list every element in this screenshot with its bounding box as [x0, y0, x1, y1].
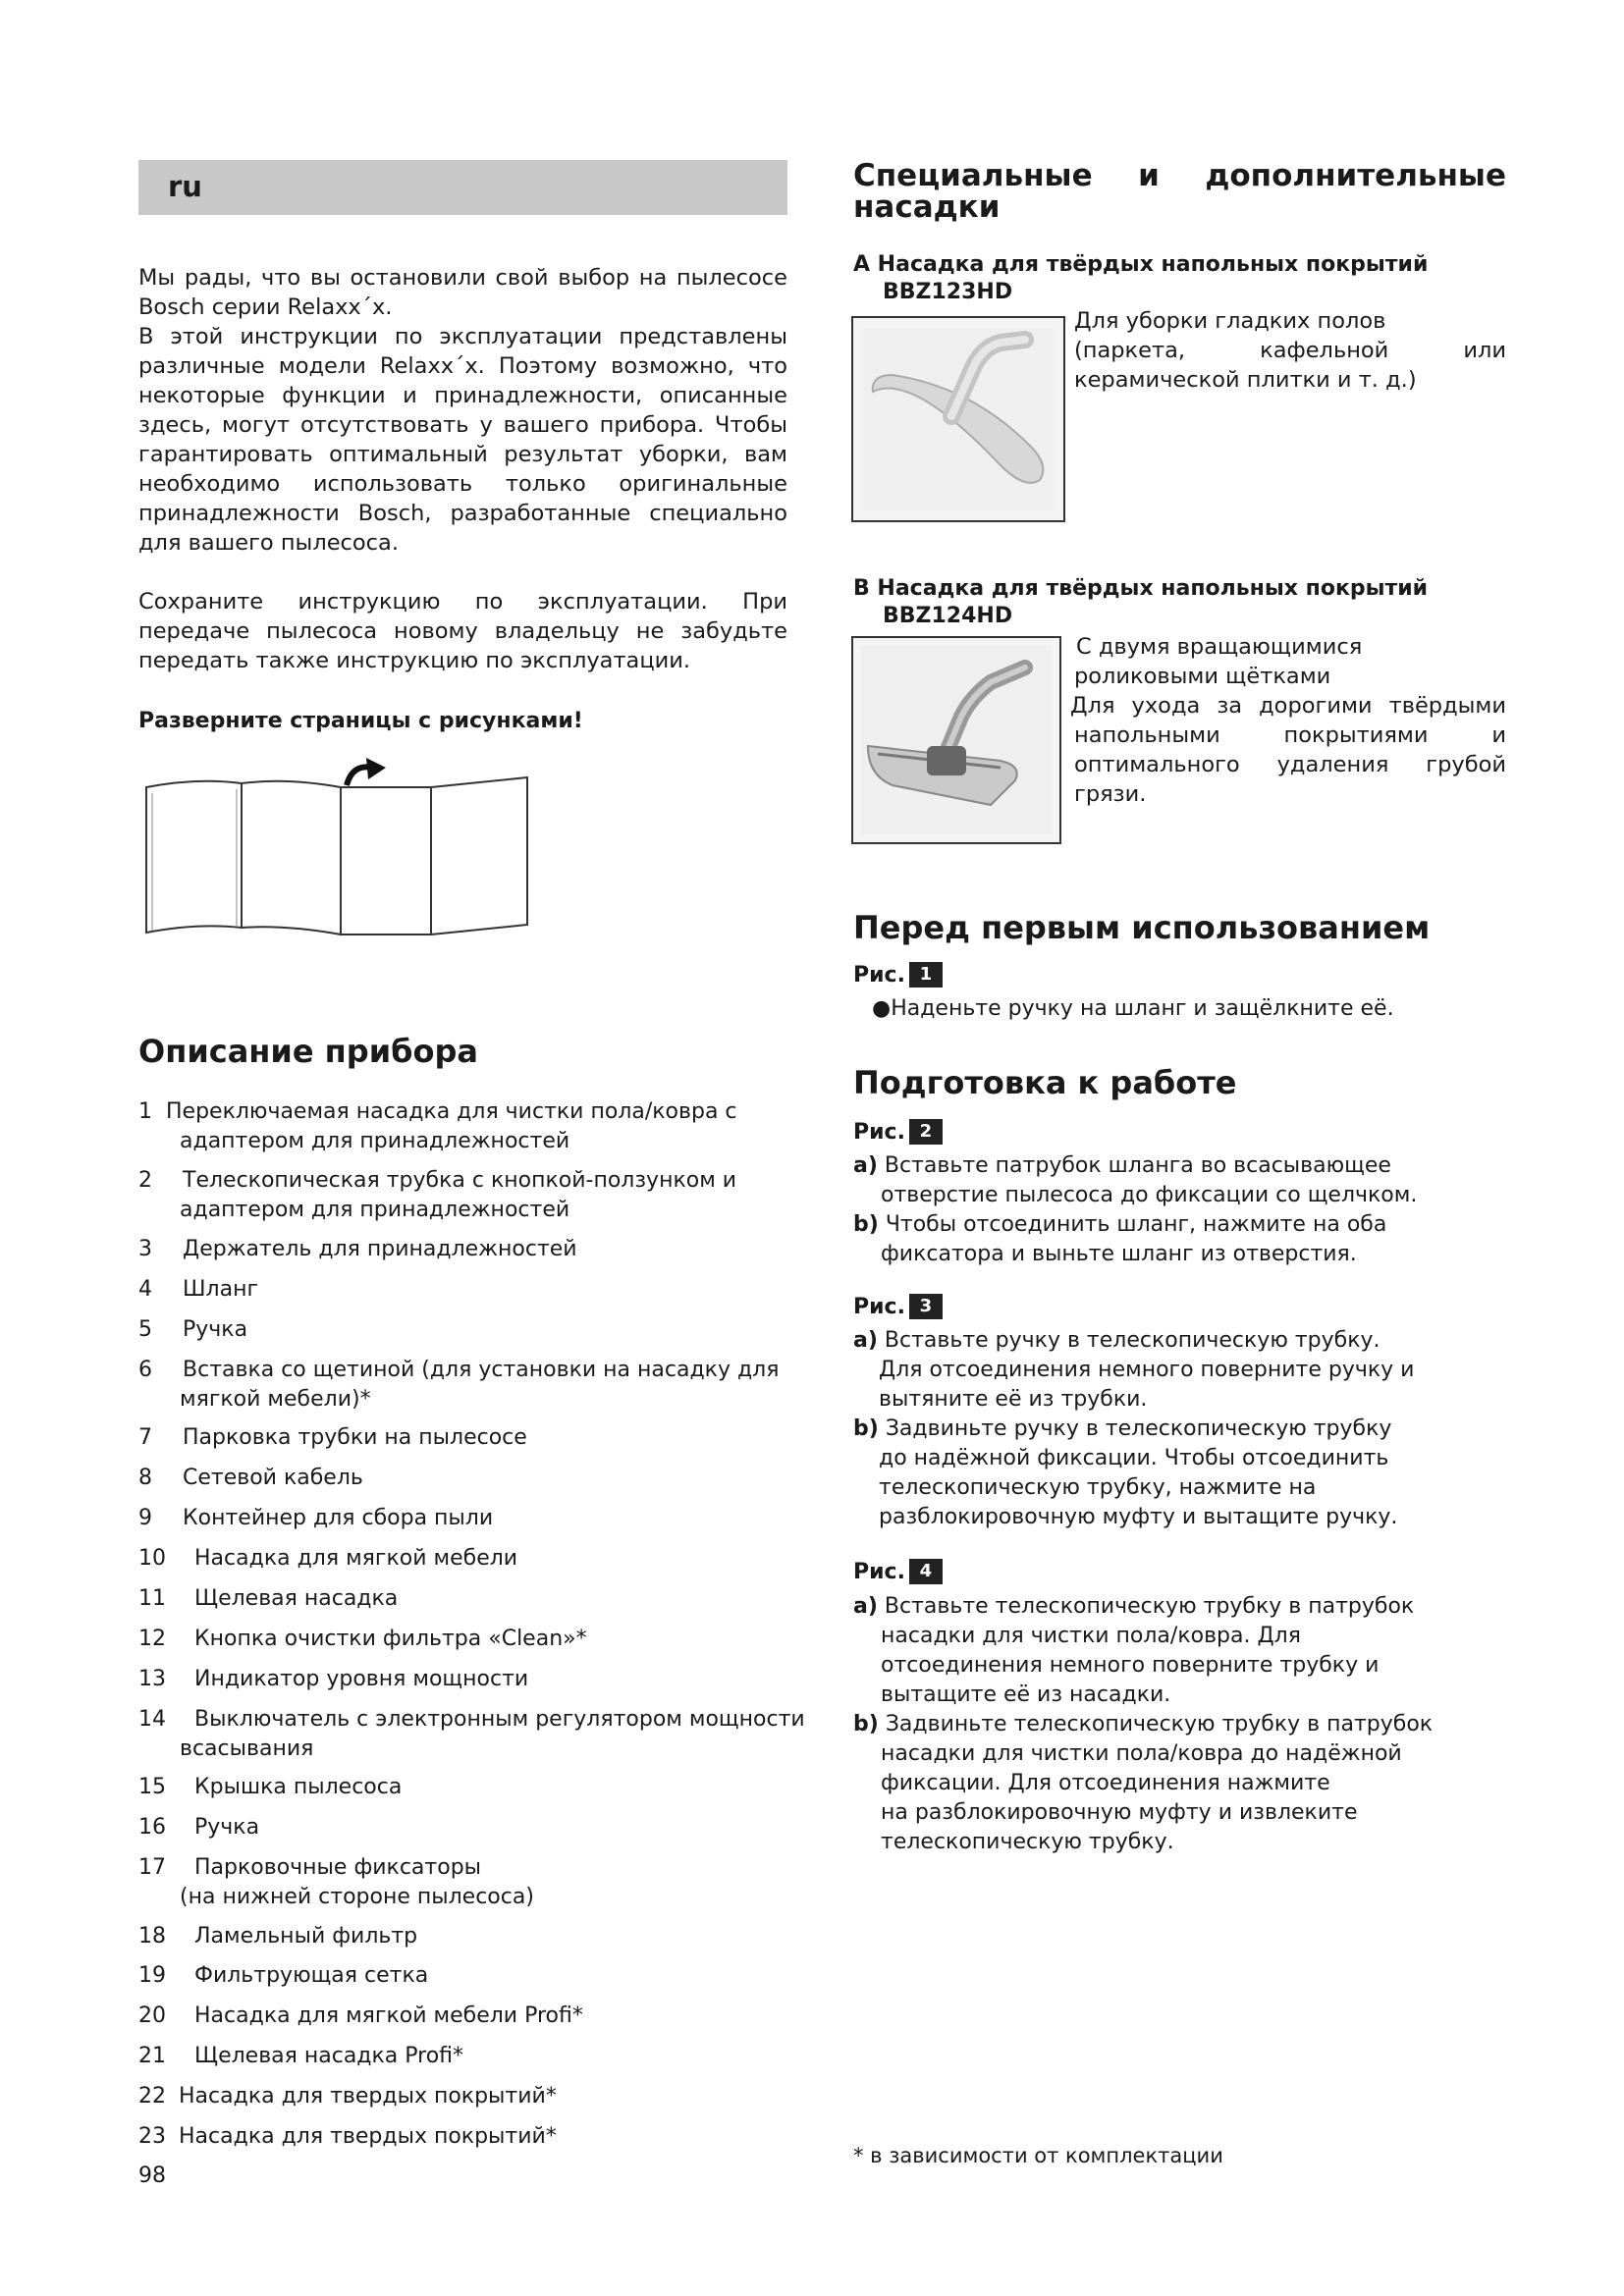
fig-3-steps: [853, 1326, 1501, 1532]
step-text: Вставьте патрубок шланга во всасывающее: [884, 1153, 1391, 1178]
list-item-text: Ламельный фильтр: [194, 1924, 418, 1949]
list-item: [138, 1464, 806, 1493]
step-b-marker: b): [853, 1416, 879, 1441]
list-item-text: Вставка со щетиной (для установки на насадку для: [183, 1358, 780, 1382]
list-item: [138, 1235, 806, 1264]
fig-4-step-a-line2: насадки для чистки пола/ковра. Для: [881, 1624, 1301, 1648]
language-code: ru: [168, 170, 202, 203]
list-item-text: Кнопка очистки фильтра «Clean»*: [194, 1627, 587, 1651]
fig-2-step-b-line1: [853, 1210, 1501, 1240]
accessory-b-desc-line6: грязи.: [1074, 781, 1147, 807]
list-item: [138, 2042, 806, 2071]
fig-3-step-a-line3: вытяните её из трубки.: [879, 1387, 1148, 1412]
accessory-b-image: [851, 636, 1061, 844]
accessory-a-title: [853, 251, 1501, 306]
fig-3-step-a-line2: Для отсоединения немного поверните ручку и: [879, 1358, 1415, 1382]
list-item-number: 8: [138, 1466, 152, 1490]
intro-paragraph-3: Сохраните инструкцию по эксплуатации. При передаче пылесоса новому владельцу не забудьте передать также инструкцию по эксплуатации.: [138, 589, 787, 673]
accessories-heading-line2: насадки: [853, 189, 1001, 225]
list-item-number: 21: [138, 2044, 166, 2068]
list-item-number: 23: [138, 2124, 166, 2149]
list-item: [138, 1097, 806, 1156]
list-item-text: Сетевой кабель: [183, 1466, 363, 1490]
list-item-continuation: мягкой мебели)*: [180, 1387, 371, 1412]
step-text: Вставьте телескопическую трубку в патрубок: [884, 1594, 1415, 1619]
fig-4-badge: 4: [909, 1559, 943, 1584]
step-text: Чтобы отсоединить шланг, нажмите на оба: [885, 1212, 1387, 1237]
fig-2-label: [853, 1119, 943, 1145]
list-item-number: 17: [138, 1855, 166, 1880]
list-item-text: Щелевая насадка: [194, 1586, 399, 1611]
accessory-b-desc-line2: роликовыми щётками: [1074, 664, 1331, 689]
page-number: 98: [138, 2163, 166, 2188]
list-item-number: 6: [138, 1358, 152, 1382]
list-item: [138, 1813, 806, 1842]
list-item-continuation: (на нижней стороне пылесоса): [180, 1885, 534, 1909]
accessory-a-desc-line1: Для уборки гладких полов: [1074, 308, 1386, 334]
list-item-number: 11: [138, 1586, 166, 1611]
step-a-marker: a): [853, 1594, 878, 1619]
list-item: [138, 1922, 806, 1951]
list-item: [138, 1315, 806, 1345]
intro-paragraph-1: Мы рады, что вы остановили свой выбор на пылесосе Bosch серии Relaxx´x.: [138, 265, 787, 320]
fig-3-badge: 3: [909, 1294, 943, 1319]
accessory-a-desc-line3: керамической плитки и т. д.): [1074, 367, 1417, 393]
accessory-a-title-line1: A Насадка для твёрдых напольных покрытий: [853, 252, 1429, 277]
accessory-a-image: [851, 316, 1065, 522]
accessory-b-title: [853, 575, 1501, 630]
fig-label-text: Рис.: [853, 1120, 905, 1145]
list-item-continuation: адаптером для принадлежностей: [180, 1198, 570, 1222]
fig-4-label: [853, 1559, 943, 1584]
fig-3-step-b-line1: [853, 1415, 1501, 1444]
step-text: Задвиньте телескопическую трубку в патрубок: [885, 1712, 1434, 1736]
accessories-heading: [853, 160, 1506, 223]
accessory-b-model: BBZ124HD: [883, 604, 1013, 628]
list-item-text: Индикатор уровня мощности: [194, 1667, 529, 1691]
preparation-heading: Подготовка к работе: [853, 1064, 1237, 1101]
list-item: [138, 1584, 806, 1614]
fig-3-step-b-line4: разблокировочную муфту и вытащите ручку.: [879, 1505, 1398, 1529]
list-item-text: Насадка для мягкой мебели: [194, 1546, 518, 1571]
list-item: [138, 2122, 806, 2152]
list-item-number: 10: [138, 1546, 166, 1571]
intro-text: [138, 263, 787, 675]
accessories-heading-line1: Специальные и дополнительные: [853, 158, 1506, 193]
parts-list: [138, 1097, 826, 2177]
fig-2-step-a-line1: [853, 1151, 1501, 1181]
unfold-pages-illustration: [138, 756, 551, 952]
list-item-continuation: адаптером для принадлежностей: [180, 1129, 570, 1153]
list-item: [138, 1504, 806, 1533]
list-item: [138, 1625, 806, 1654]
fig-label-text: Рис.: [853, 1295, 905, 1319]
list-item-number: 3: [138, 1237, 152, 1261]
list-item: [138, 1853, 806, 1912]
accessory-b-desc-line3: Для ухода за дорогими твёрдыми: [1070, 693, 1506, 719]
list-item: [138, 1773, 806, 1802]
list-item-text: Выключатель с электронным регулятором мощности: [194, 1707, 805, 1732]
step-text: Задвиньте ручку в телескопическую трубку: [885, 1416, 1392, 1441]
footnote: * в зависимости от комплектации: [853, 2144, 1223, 2167]
list-item: [138, 2002, 806, 2031]
list-item-number: 9: [138, 1506, 152, 1530]
list-item-text: Ручка: [194, 1815, 260, 1840]
list-item-text: Насадка для мягкой мебели Profi*: [194, 2003, 583, 2028]
accessory-b-title-line1: B Насадка для твёрдых напольных покрытий: [853, 576, 1429, 601]
list-item-text: Ручка: [183, 1317, 248, 1342]
fig-3-label: [853, 1294, 943, 1319]
fig-4-step-b-line3: фиксации. Для отсоединения нажмите: [881, 1771, 1330, 1795]
accessory-a-description: [1074, 306, 1506, 395]
list-item: [138, 1544, 806, 1574]
list-item-number: 16: [138, 1815, 166, 1840]
fig-label-text: Рис.: [853, 963, 905, 988]
list-item-number: 7: [138, 1425, 152, 1450]
list-item-text: Парковка трубки на пылесосе: [183, 1425, 527, 1450]
list-item-number: 14: [138, 1707, 166, 1732]
list-item-text: Насадка для твердых покрытий*: [179, 2084, 557, 2109]
description-heading: Описание прибора: [138, 1033, 478, 1070]
accessory-b-desc-line1: С двумя вращающимися: [1076, 634, 1363, 660]
list-item: [138, 1356, 806, 1415]
fig-1-badge: 1: [909, 962, 943, 988]
fig-2-badge: 2: [909, 1119, 943, 1145]
step-a-marker: a): [853, 1153, 878, 1178]
accessory-b-description: [1070, 632, 1506, 809]
unfold-note: Разверните страницы с рисунками!: [138, 709, 583, 733]
list-item: [138, 1961, 806, 1991]
list-item-number: 20: [138, 2003, 166, 2028]
list-item: [138, 1705, 806, 1764]
fig-4-step-b-line2: насадки для чистки пола/ковра до надёжной: [881, 1741, 1402, 1766]
list-item-number: 22: [138, 2084, 166, 2109]
fig-4-step-a-line3: отсоединения немного поверните трубку и: [881, 1653, 1380, 1678]
fig-4-step-b-line1: [853, 1710, 1501, 1739]
list-item-text: Парковочные фиксаторы: [194, 1855, 482, 1880]
fig-4-steps: [853, 1592, 1501, 1857]
first-use-heading: Перед первым использованием: [853, 909, 1431, 946]
fig-1-label: [853, 962, 943, 988]
list-item-number: 5: [138, 1317, 152, 1342]
step-a-marker: a): [853, 1328, 878, 1353]
accessory-a-model: BBZ123HD: [883, 280, 1013, 304]
list-item-text: Контейнер для сбора пыли: [183, 1506, 494, 1530]
list-item-number: 18: [138, 1924, 166, 1949]
accessory-a-desc-line2: (паркета, кафельной или: [1074, 338, 1506, 363]
list-item-text: Насадка для твердых покрытий*: [179, 2124, 557, 2149]
fig-2-steps: [853, 1151, 1501, 1269]
hard-floor-nozzle-icon: [853, 318, 1063, 520]
list-item: [138, 1665, 806, 1694]
list-item-number: 4: [138, 1277, 152, 1302]
list-item: [138, 1423, 806, 1453]
list-item-text: Шланг: [183, 1277, 259, 1302]
list-item-number: 1: [138, 1099, 152, 1124]
list-item-text: Переключаемая насадка для чистки пола/ковра с: [166, 1099, 737, 1124]
list-item-number: 13: [138, 1667, 166, 1691]
step-b-marker: b): [853, 1212, 879, 1237]
fig-3-step-a-line1: [853, 1326, 1501, 1356]
step-text: Вставьте ручку в телескопическую трубку.: [884, 1328, 1380, 1353]
list-item-number: 19: [138, 1963, 166, 1988]
intro-paragraph-2: В этой инструкции по эксплуатации представлены различные модели Relaxx´x. Поэтому возможно, что некоторые функции и принадлежности, описанные здесь, могут отсутствовать у вашего прибора. Чтобы гарантировать оптимальный результат уборки, вам необходимо использовать только оригинальные принадлежности Bosch, разработанные специально для вашего пылесоса.: [138, 324, 787, 556]
fig-4-step-a-line4: вытащите её из насадки.: [881, 1682, 1171, 1707]
step-b-marker: b): [853, 1712, 879, 1736]
list-item-number: 12: [138, 1627, 166, 1651]
list-item-text: Фильтрующая сетка: [194, 1963, 429, 1988]
list-item-text: Крышка пылесоса: [194, 1775, 403, 1799]
roller-brush-nozzle-icon: [853, 638, 1059, 842]
fig-label-text: Рис.: [853, 1560, 905, 1584]
fig-3-step-b-line2: до надёжной фиксации. Чтобы отсоединить: [879, 1446, 1389, 1470]
list-item-text: Телескопическая трубка с кнопкой-ползунком и: [183, 1168, 737, 1193]
list-item-text: Щелевая насадка Profi*: [194, 2044, 464, 2068]
accessory-b-desc-line4: напольными покрытиями и: [1074, 722, 1506, 748]
fig-4-step-b-line4: на разблокировочную муфту и извлеките: [881, 1800, 1358, 1825]
fig-3-step-b-line3: телескопическую трубку, нажмите на: [879, 1475, 1317, 1500]
fig-2-step-b-line2: фиксатора и выньте шланг из отверстия.: [881, 1242, 1357, 1266]
list-item: [138, 1166, 806, 1225]
fig-2-step-a-line2: отверстие пылесоса до фиксации со щелчком.: [881, 1183, 1418, 1207]
list-item-number: 2: [138, 1168, 152, 1193]
list-item: [138, 2082, 806, 2111]
fig-4-step-a-line1: [853, 1592, 1501, 1622]
accessory-b-desc-line5: оптимального удаления грубой: [1074, 752, 1506, 777]
list-item-text: Держатель для принадлежностей: [183, 1237, 577, 1261]
list-item-continuation: всасывания: [180, 1736, 314, 1761]
list-item-number: 15: [138, 1775, 166, 1799]
language-bar: [138, 160, 787, 215]
list-item: [138, 1275, 806, 1305]
first-use-step: ●Наденьте ручку на шланг и защёлкните её.: [872, 996, 1394, 1021]
fig-4-step-b-line5: телескопическую трубку.: [881, 1830, 1174, 1854]
